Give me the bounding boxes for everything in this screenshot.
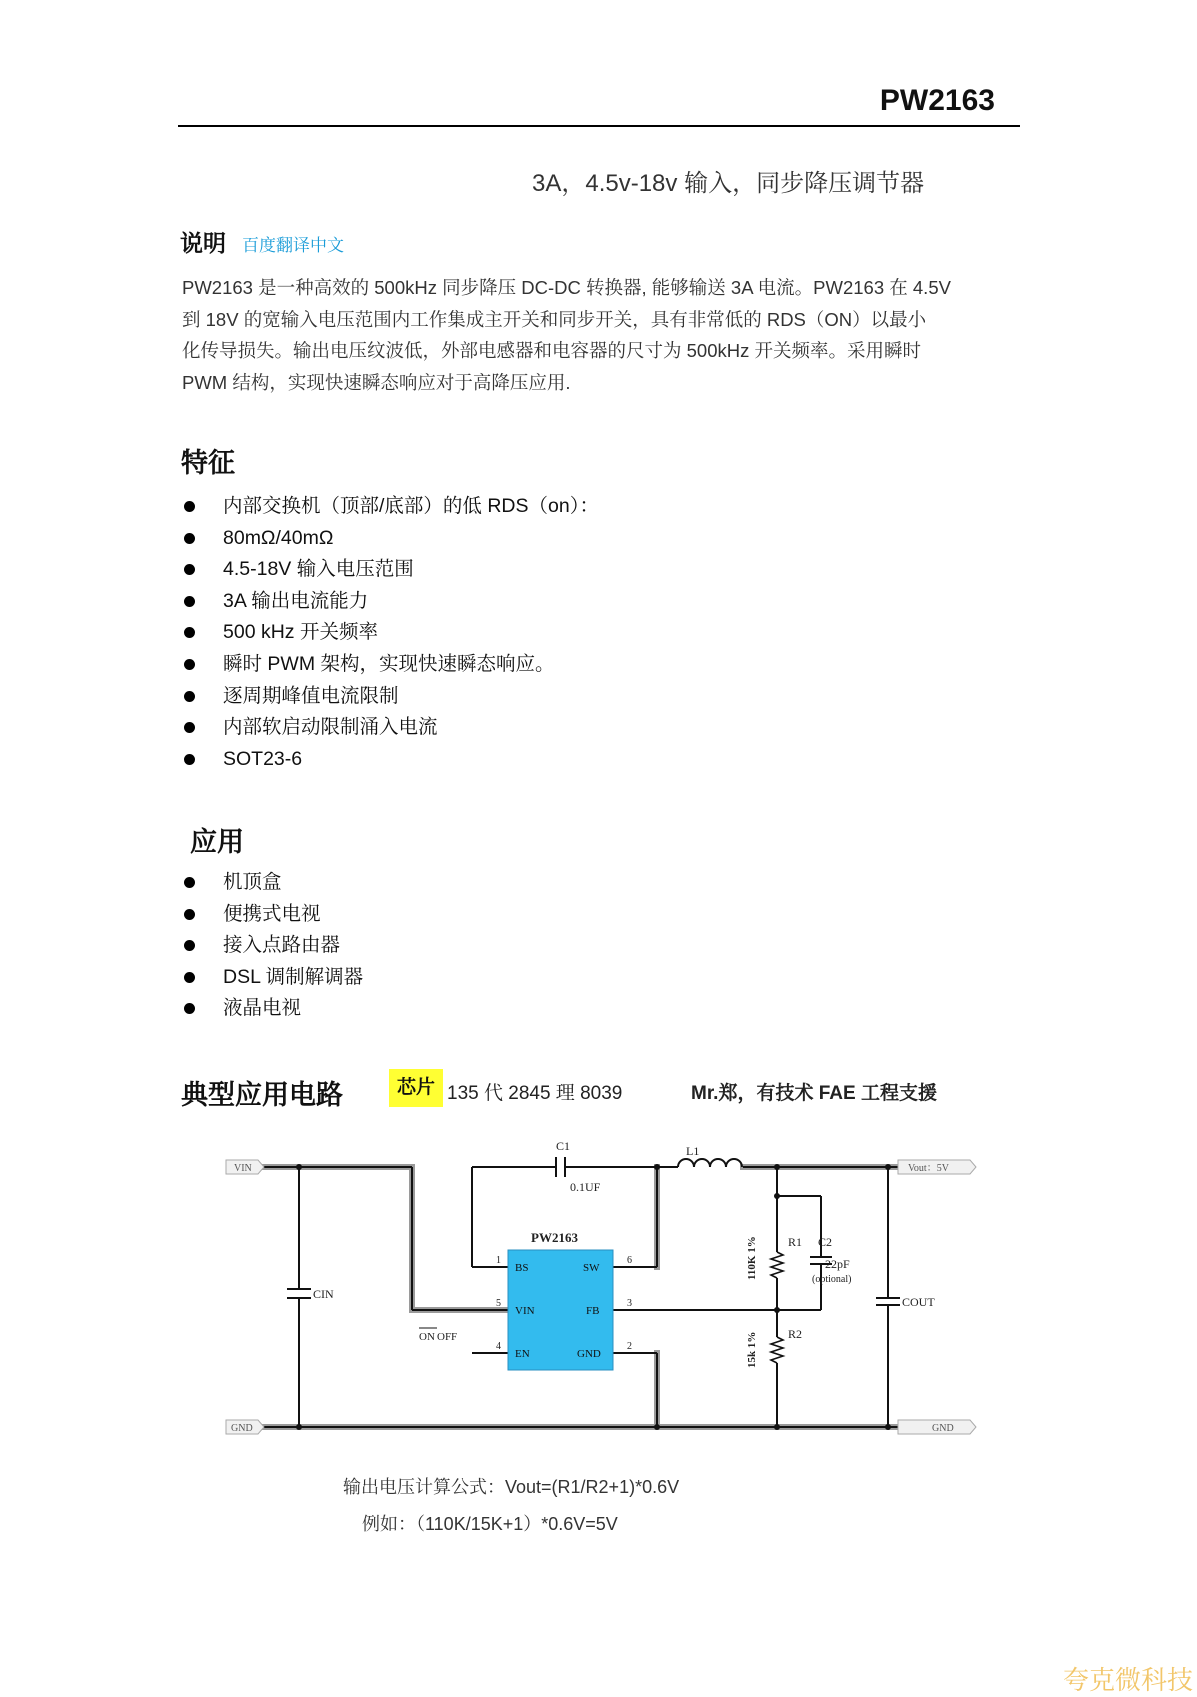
capacitor-c1 — [556, 1157, 565, 1177]
features-heading: 特征 — [181, 448, 235, 478]
description-line: PW2163 是一种高效的 500kHz 同步降压 DC-DC 转换器, 能够输送 3A 电流。PW2163 在 4.5V — [182, 277, 951, 298]
pin-gnd-label: GND — [577, 1348, 601, 1360]
applications-list — [181, 867, 363, 1025]
applications-heading: 应用 — [190, 827, 244, 857]
description-line: PWM 结构，实现快速瞬态响应对于高降压应用. — [182, 371, 571, 393]
r2-value: 15k 1% — [746, 1331, 758, 1368]
gnd-port-right — [898, 1420, 976, 1434]
bullet-icon — [184, 877, 195, 888]
list-item-text: 内部软启动限制涌入电流 — [223, 716, 438, 739]
r2-label: R2 — [788, 1327, 803, 1341]
list-item — [181, 867, 363, 899]
watermark: 夸克微科技 — [1062, 1665, 1193, 1695]
cout-label: COUT — [902, 1295, 935, 1309]
c2-note: (optional) — [812, 1274, 852, 1285]
description-line: 到 18V 的宽输入电压范围内工作集成主开关和同步开关，具有非常低的 RDS（ON）以最小 — [182, 308, 927, 330]
bullet-icon — [184, 722, 195, 733]
list-item-text: 瞬时 PWM 架构，实现快速瞬态响应。 — [223, 652, 555, 675]
description-line: 化传导损失。输出电压纹波低，外部电感器和电容器的尺寸为 500kHz 开关频率。采用瞬时 — [182, 340, 922, 361]
list-item-text: 便携式电视 — [223, 902, 321, 925]
bullet-icon — [184, 659, 195, 670]
list-item — [181, 491, 599, 523]
c2-value: 22pF — [825, 1257, 850, 1271]
bullet-icon — [184, 1003, 195, 1014]
list-item — [181, 617, 599, 649]
list-item — [181, 962, 363, 994]
list-item-text: SOT23-6 — [223, 747, 303, 770]
ic-name: PW2163 — [531, 1230, 578, 1245]
list-item-text: 80mΩ/40mΩ — [223, 526, 334, 549]
pin3-number: 3 — [627, 1298, 632, 1309]
list-item-text: 4.5-18V 输入电压范围 — [223, 558, 414, 581]
vin-port — [226, 1160, 264, 1174]
list-item — [181, 523, 599, 555]
chip-label: 芯片 — [389, 1069, 443, 1107]
c2-label: C2 — [818, 1235, 833, 1249]
features-list — [181, 491, 599, 775]
bullet-icon — [184, 501, 195, 512]
list-item-text: DSL 调制解调器 — [223, 965, 364, 988]
gnd-port-right-label: GND — [932, 1423, 954, 1434]
pin-vin-label: VIN — [515, 1305, 535, 1317]
r1-value: 110K 1% — [746, 1236, 758, 1280]
list-item — [181, 930, 363, 962]
gnd-port-left-label: GND — [231, 1423, 253, 1434]
list-item — [181, 681, 599, 713]
capacitor-cout — [876, 1298, 900, 1305]
list-item-text: 液晶电视 — [223, 997, 302, 1020]
resistor-r1 — [771, 1252, 783, 1278]
list-item-text: 接入点路由器 — [223, 934, 341, 957]
en-off-label: OFF — [437, 1331, 458, 1343]
cin-label: CIN — [313, 1287, 334, 1301]
r1-label: R1 — [788, 1235, 803, 1249]
list-item — [181, 586, 599, 618]
contact-text: Mr.郑，有技术 FAE 工程支援 — [691, 1083, 937, 1104]
pin1-number: 1 — [496, 1255, 501, 1266]
vout-port-label: Vout：5V — [908, 1163, 949, 1174]
c1-label: C1 — [556, 1140, 571, 1153]
list-item-text: 内部交换机（顶部/底部）的低 RDS（on）： — [223, 495, 599, 517]
list-item-text: 3A 输出电流能力 — [223, 589, 369, 612]
description-heading: 说明 — [180, 230, 226, 256]
l1-label: L1 — [686, 1144, 700, 1158]
list-item — [181, 649, 599, 681]
c1-value: 0.1UF — [570, 1180, 601, 1194]
en-on-label: ON — [419, 1331, 435, 1343]
pin2-number: 2 — [627, 1341, 632, 1352]
bullet-icon — [184, 909, 195, 920]
bullet-icon — [184, 940, 195, 951]
subtitle: 3A，4.5v-18v 输入，同步降压调节器 — [532, 170, 925, 197]
bullet-icon — [184, 533, 195, 544]
pin-bs-label: BS — [515, 1262, 529, 1274]
pin-sw-label: SW — [583, 1262, 600, 1274]
list-item — [181, 899, 363, 931]
pin4-number: 4 — [496, 1341, 501, 1352]
pin6-number: 6 — [627, 1255, 632, 1266]
bullet-icon — [184, 596, 195, 607]
bullet-icon — [184, 627, 195, 638]
description-body — [182, 272, 1022, 398]
part-number: PW2163 — [879, 84, 995, 117]
phone-text: 135 代 2845 理 8039 — [447, 1083, 623, 1104]
bullet-icon — [184, 691, 195, 702]
translate-link[interactable]: 百度翻译中文 — [242, 236, 344, 255]
capacitor-cin — [287, 1289, 311, 1298]
bullet-icon — [184, 972, 195, 983]
circuit-heading: 典型应用电路 — [181, 1080, 343, 1110]
header-rule — [178, 125, 1020, 127]
list-item — [181, 554, 599, 586]
vout-port — [898, 1160, 976, 1174]
gnd-port-left — [226, 1420, 264, 1434]
list-item-text: 机顶盒 — [223, 871, 282, 893]
resistor-r2 — [771, 1337, 783, 1363]
pin-fb-label: FB — [586, 1305, 600, 1317]
bullet-icon — [184, 754, 195, 765]
list-item — [181, 744, 599, 776]
vin-port-label: VIN — [234, 1163, 252, 1174]
bullet-icon — [184, 564, 195, 575]
list-item — [181, 712, 599, 744]
list-item-text: 500 kHz 开关频率 — [223, 621, 378, 644]
list-item — [181, 993, 363, 1025]
formula-text: 输出电压计算公式：Vout=(R1/R2+1)*0.6V — [343, 1477, 680, 1497]
inductor-l1 — [678, 1159, 742, 1167]
pin-en-label: EN — [515, 1348, 530, 1360]
example-text: 例如：（110K/15K+1）*0.6V=5V — [362, 1514, 618, 1534]
typical-application-circuit — [222, 1140, 982, 1452]
list-item-text: 逐周期峰值电流限制 — [223, 684, 399, 707]
pin5-number: 5 — [496, 1298, 501, 1309]
